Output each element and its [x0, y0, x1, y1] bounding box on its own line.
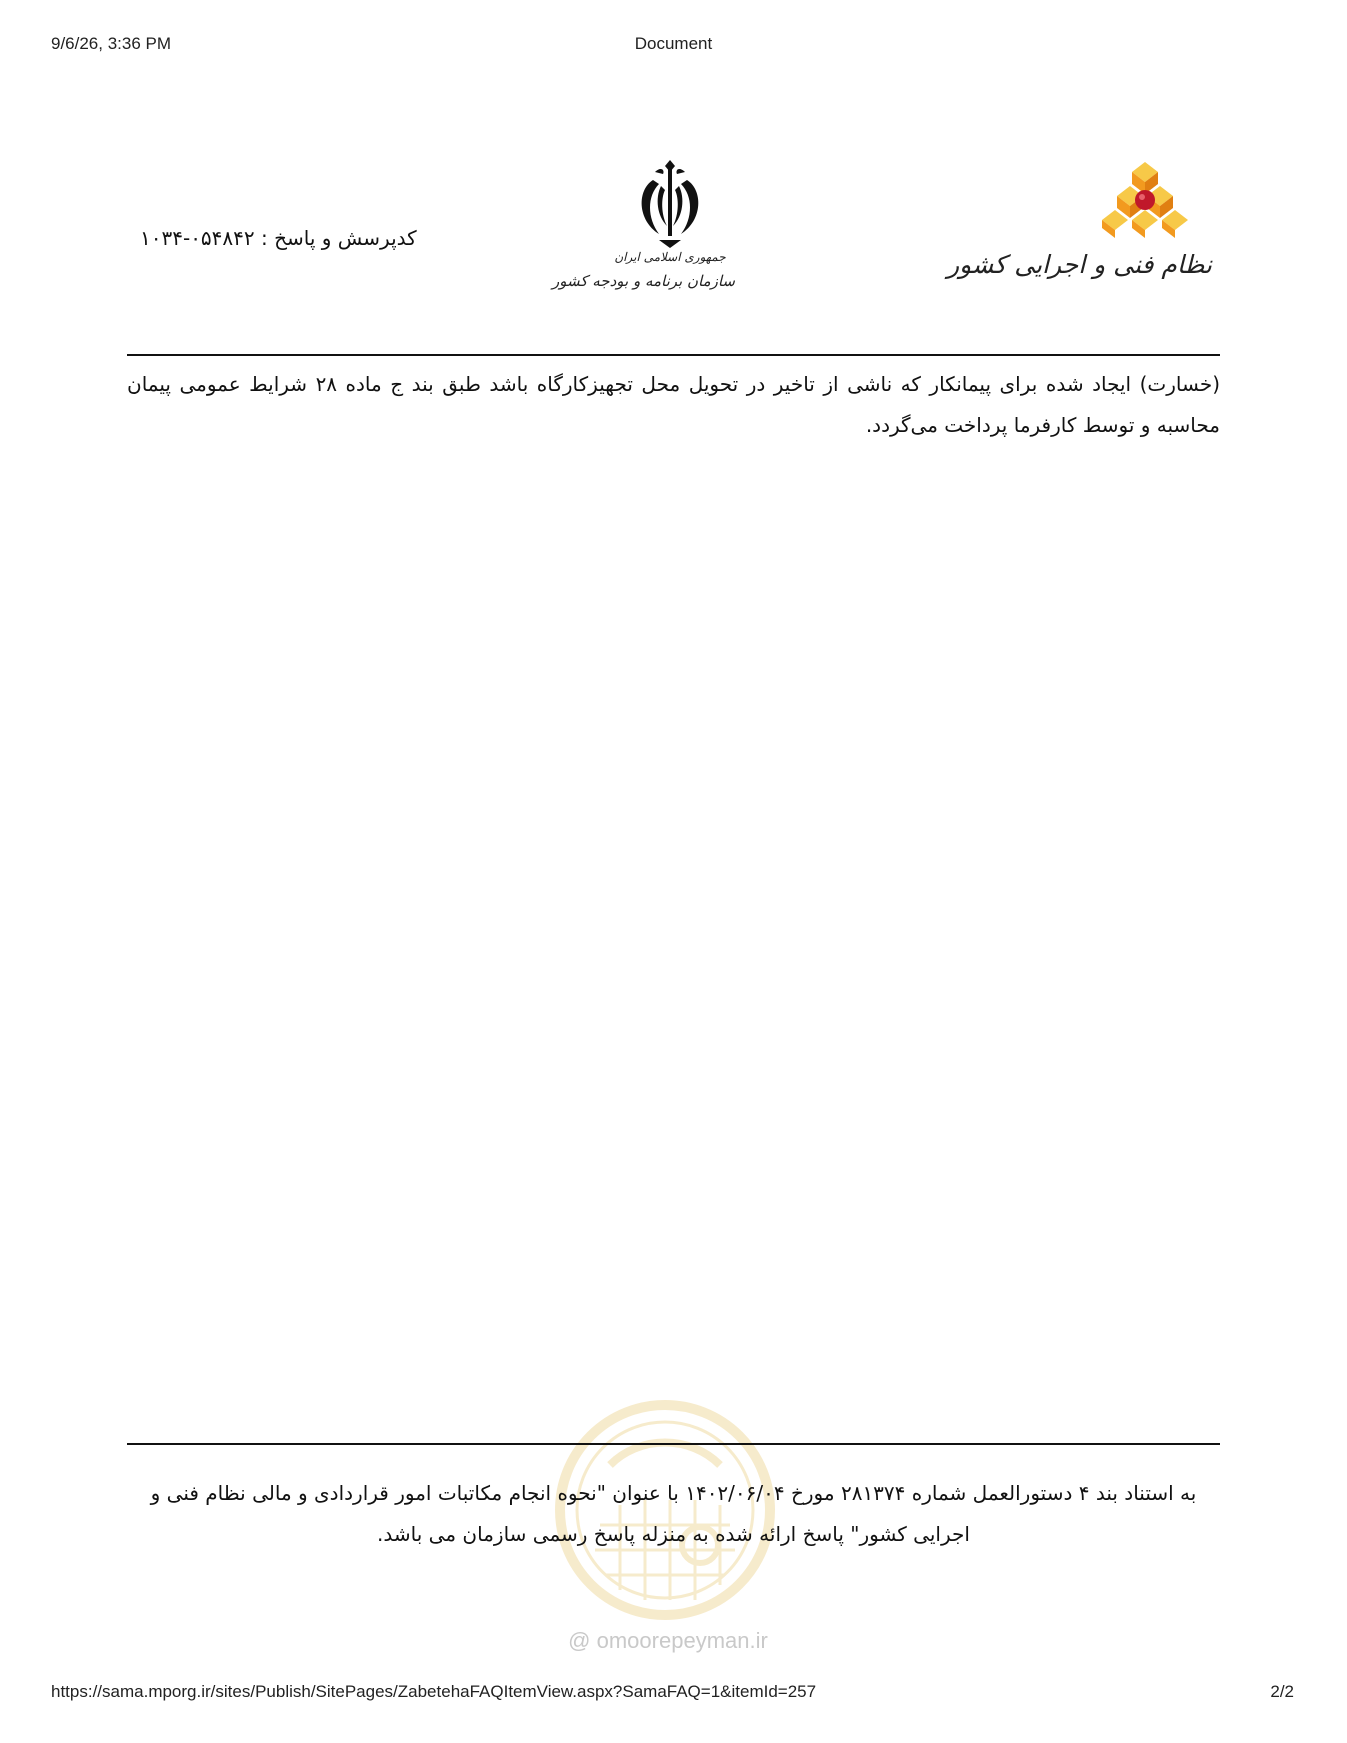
iran-republic-label: جمهوری اسلامی ایران — [614, 250, 726, 264]
official-response-note: به استناد بند ۴ دستورالعمل شماره ۲۸۱۳۷۴ مورخ ۱۴۰۲/۰۶/۰۴ با عنوان "نحوه انجام مکاتبات امور قراردادی و مالی نظام فنی و اجرایی کشور" پاسخ ارائه شده به منزله پاسخ رسمی سازمان می باشد. — [150, 1481, 1197, 1546]
watermark-site: @ omoorepeyman.ir — [568, 1628, 768, 1653]
print-header — [0, 34, 1347, 58]
answer-paragraph: (خسارت) ایجاد شده برای پیمانکار که ناشی از تاخیر در تحویل محل تجهیزکارگاه باشد طبق بند ج ماده ۲۸ شرایط عمومی پیمان محاسبه و توسط کارفرما پرداخت می‌گردد. — [127, 372, 1220, 437]
iran-emblem-logo — [551, 160, 735, 310]
footer-divider — [127, 1443, 1220, 1445]
nezam-fanni-logo — [947, 160, 1212, 300]
print-datetime: 9/6/26, 3:36 PM — [51, 34, 172, 53]
qa-code: کدپرسش و پاسخ : ۰۵۴۸۴۲-۱۰۳۴ — [140, 226, 417, 250]
print-url: https://sama.mporg.ir/sites/Publish/SitePages/ZabetehaFAQItemView.aspx?SamaFAQ=1&itemId=257 — [51, 1682, 817, 1701]
print-title: Document — [634, 34, 713, 53]
nezam-logo-text: نظام فنی و اجرایی کشور — [947, 250, 1212, 279]
print-footer — [0, 1682, 1347, 1706]
budget-organization-label: سازمان برنامه و بودجه کشور — [551, 272, 735, 290]
iran-emblem-icon — [625, 160, 715, 250]
print-page-number: 2/2 — [1270, 1682, 1294, 1701]
header-divider — [127, 354, 1220, 356]
nezam-cube-icon — [1100, 160, 1190, 240]
